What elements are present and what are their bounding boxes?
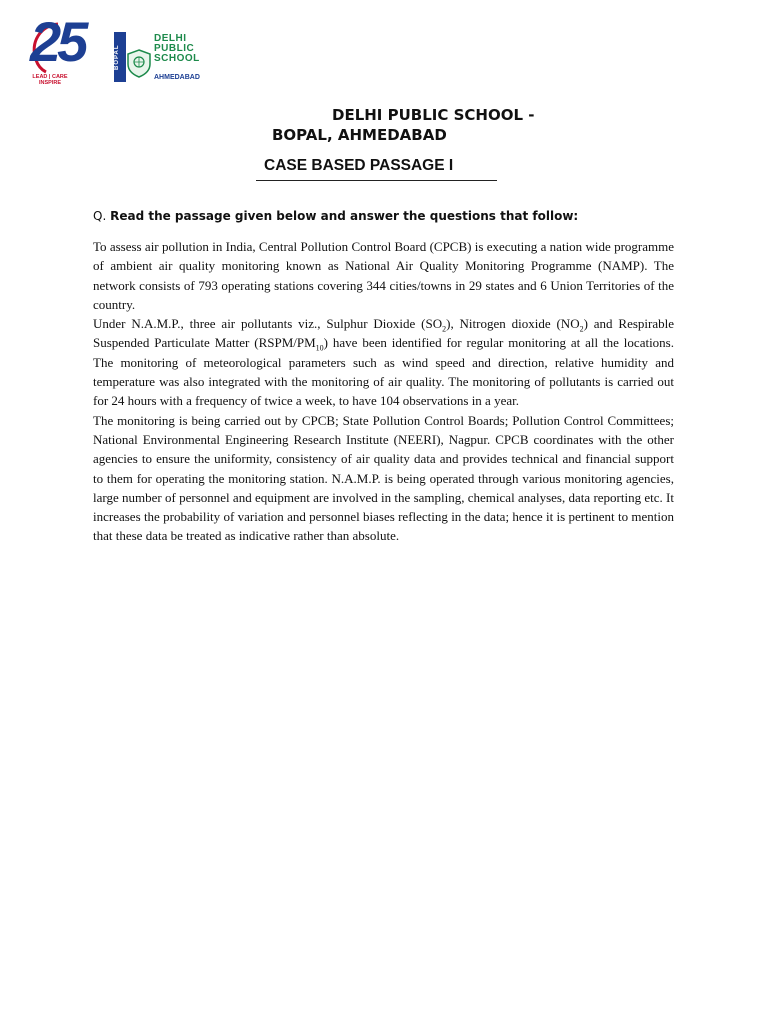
question-instruction [93, 209, 578, 223]
passage-text: ) and Respirable Suspended Particulate Matter (RSPM/PM [93, 316, 675, 351]
passage-text: ), Nitrogen dioxide (NO [446, 316, 580, 332]
school-title-line2: BOPAL, AHMEDABAD [272, 126, 447, 144]
passage-text: Under N.A.M.P., three air pollutants viz., Sulphur Dioxide (SO [93, 316, 443, 332]
logo-city: AHMEDABAD [154, 74, 200, 81]
question-prefix: Q. [93, 209, 107, 223]
school-title-line1: DELHI PUBLIC SCHOOL - [332, 106, 535, 124]
logo-number: 25 [30, 10, 85, 73]
heading-underline [256, 180, 497, 181]
logo-school-name [154, 34, 200, 64]
subscript: 10 [315, 344, 324, 354]
question-text: Read the passage given below and answer the questions that follow: [110, 209, 579, 223]
passage-text: ) have been identified for regular monitoring at all the locations. The monitoring of meteorological parameters such as wind speed and direction, relative humidity and temperature was also integrated with the monitoring of air quality. The monitoring of pollutants is carried out for 24 hours with a frequency of twice a week, to have 104 observations in a year. [93, 335, 674, 409]
passage-body [93, 237, 674, 546]
subscript: 2 [442, 324, 447, 334]
passage-paragraph-1: To assess air pollution in India, Central Pollution Control Board (CPCB) is executing a nation wide programme of ambient air quality monitoring known as National Air Quality Monitoring Programme (NAMP). The network consists of 793 operating stations covering 344 cities/towns in 29 states and 6 Union Territories of the country. [93, 239, 674, 312]
subscript: 2 [579, 324, 584, 334]
logo-school-line: PUBLIC [154, 43, 195, 54]
logo-tagline: LEAD | CARE INSPIRE [32, 74, 68, 87]
passage-heading: CASE BASED PASSAGE I [264, 157, 454, 174]
crest-icon [126, 48, 152, 78]
logo-school-line: DELHI [154, 33, 187, 44]
logo-vertical-text: BOPAL [114, 32, 126, 82]
school-logo [30, 10, 200, 92]
passage-paragraph-2 [93, 314, 674, 410]
logo-school-line: SCHOOL [154, 53, 200, 64]
passage-paragraph-3: The monitoring is being carried out by CPCB; State Pollution Control Boards; Pollution Control Committees; National Environmental Engineering Research Institute (NEERI), Nagpur. CPCB coordinates with the other agencies to ensure the uniformity, consistency of air quality data and provides technical and financial support to them for operating the monitoring station. N.A.M.P. is being operated through various monitoring agencies, large number of personnel and equipment are involved in the sampling, chemical analyses, data reporting etc. It increases the probability of variation and personnel biases reflecting in the data; hence it is pertinent to mention that these data be treated as indicative rather than absolute. [93, 412, 674, 544]
